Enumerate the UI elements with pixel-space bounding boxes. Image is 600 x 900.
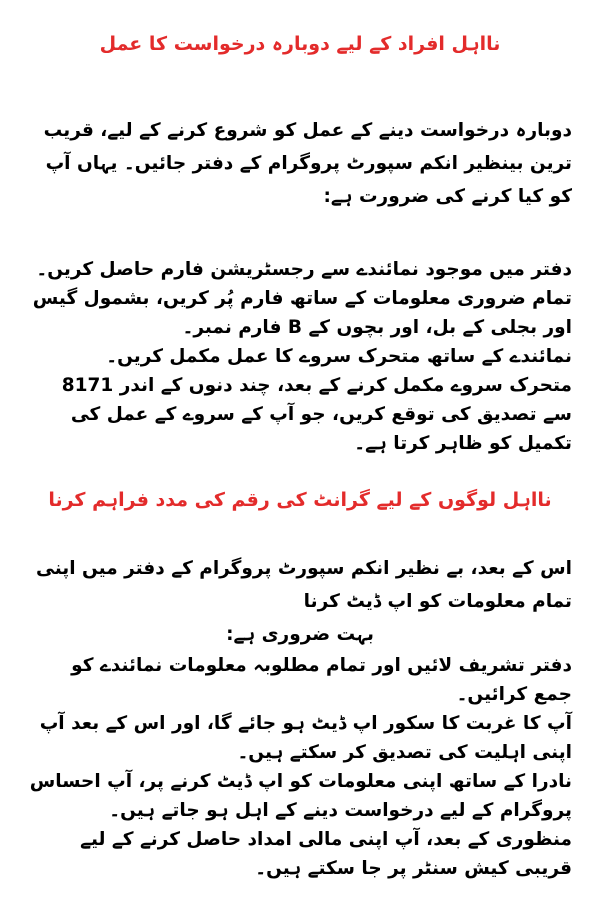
section-1-step-2: تمام ضروری معلومات کے ساتھ فارم پُر کریں، بشمول گیس اور بجلی کے بل، اور بچوں کے B فارم نمبر۔ [32,288,572,338]
section-1-steps [28,255,572,458]
section-2-title: نااہل لوگوں کے لیے گرانٹ کی رقم کی مدد فراہم کرنا [48,489,552,511]
section-2-intro-line-1: اس کے بعد، بے نظیر انکم سپورٹ پروگرام کے دفتر میں اپنی تمام معلومات کو اپ ڈیٹ کرنا [36,558,572,612]
section-1-step-1: دفتر میں موجود نمائندے سے رجسٹریشن فارم حاصل کریں۔ [36,259,572,280]
section-2-step-2: آپ کا غربت کا سکور اپ ڈیٹ ہو جائے گا، اور اس کے بعد آپ اپنی اہلیت کی تصدیق کر سکتے ہیں۔ [39,713,572,763]
section-2-intro [28,552,572,651]
section-2-steps [28,651,572,883]
section-2-step-3: نادرا کے ساتھ اپنی معلومات کو اپ ڈیٹ کرنے پر، آپ احساس پروگرام کے لیے درخواست دینے کے اہل ہو جاتے ہیں۔ منظوری کے بعد، آپ اپنی مالی امداد حاصل کرنے کے لیے قریبی کیش سنٹر پر جا سکتے ہیں۔ [29,771,572,879]
section-1-title: نااہل افراد کے لیے دوبارہ درخواست کا عمل [99,33,501,55]
section-2-step-1: دفتر تشریف لائیں اور تمام مطلوبہ معلومات نمائندے کو جمع کرائیں۔ [71,655,572,705]
section-1-step-3: نمائندے کے ساتھ متحرک سروے کا عمل مکمل کریں۔ [106,346,572,367]
section-2-intro-line-2: بہت ضروری ہے: [226,624,374,645]
section-1-intro: دوبارہ درخواست دینے کے عمل کو شروع کرنے کے لیے، قریب ترین بینظیر انکم سپورٹ پروگرام کے دفتر جائیں۔ یہاں آپ کو کیا کرنے کی ضرورت ہے: [43,120,572,207]
section-1-step-4: متحرک سروے مکمل کرنے کے بعد، چند دنوں کے اندر 8171 سے تصدیق کی توقع کریں، جو آپ کے سروے کے عمل کی تکمیل کو ظاہر کرتا ہے۔ [61,375,572,454]
